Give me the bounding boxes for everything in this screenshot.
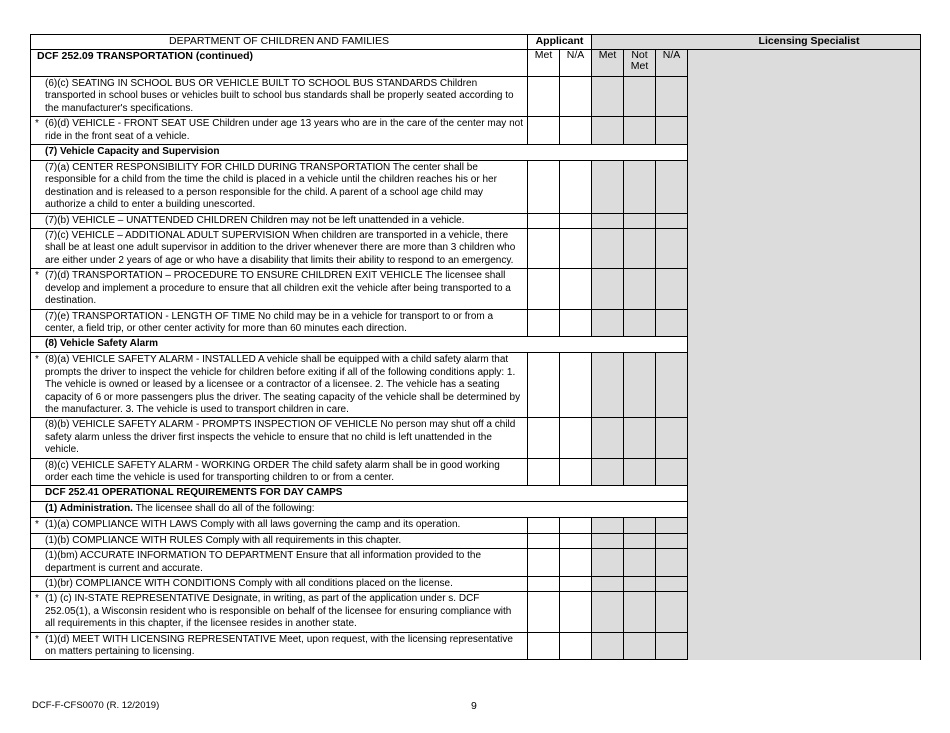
- specialist-not-met-box[interactable]: [624, 117, 656, 145]
- applicant-na-box[interactable]: [560, 418, 592, 458]
- subsection-heading: [31, 337, 688, 353]
- applicant-met-box[interactable]: [528, 549, 560, 577]
- requirement-label: (7)(a) CENTER RESPONSIBILITY FOR CHILD DURING TRANSPORTATION The center shall be responsible for a child from the time the child is placed in a vehicle until the children reaches his or her destination and is released to a person responsible for the child. A parent of a school age child may authorize a child to enter a building unescorted.: [45, 162, 497, 211]
- requirement-text: [31, 117, 528, 145]
- specialist-na-box[interactable]: [656, 77, 688, 117]
- specialist-met-box[interactable]: [592, 213, 624, 228]
- specialist-met-box[interactable]: [592, 77, 624, 117]
- applicant-na-box[interactable]: [560, 161, 592, 214]
- applicant-na-box[interactable]: [560, 117, 592, 145]
- applicant-met-box[interactable]: [528, 117, 560, 145]
- specialist-met-box[interactable]: [592, 632, 624, 660]
- applicant-na-box[interactable]: [560, 77, 592, 117]
- critical-rule-marker: *: [35, 354, 39, 366]
- applicant-met-box[interactable]: [528, 458, 560, 486]
- subsection-heading: [31, 502, 688, 518]
- critical-rule-marker: *: [35, 270, 39, 282]
- requirement-label: (1)(d) MEET WITH LICENSING REPRESENTATIVE Meet, upon request, with the licensing representative on matters pertaining to licensing.: [45, 633, 513, 658]
- requirement-label: (1)(bm) ACCURATE INFORMATION TO DEPARTMENT Ensure that all information provided to the department is current and accurate.: [45, 550, 482, 574]
- critical-rule-marker: *: [35, 633, 39, 645]
- applicant-met-box[interactable]: [528, 229, 560, 269]
- requirement-text: [31, 533, 528, 548]
- specialist-not-met-box[interactable]: [624, 577, 656, 592]
- subsection-text: The licensee shall do all of the following:: [132, 503, 315, 515]
- applicant-na-box[interactable]: [560, 269, 592, 309]
- specialist-not-met-box[interactable]: [624, 458, 656, 486]
- requirement-text: [31, 549, 528, 577]
- requirement-label: (1)(br) COMPLIANCE WITH CONDITIONS Comply with all conditions placed on the license.: [45, 578, 453, 589]
- critical-rule-marker: *: [35, 593, 39, 605]
- applicant-na-box[interactable]: [560, 632, 592, 660]
- specialist-not-met-box[interactable]: [624, 229, 656, 269]
- specialist-na-box[interactable]: [656, 161, 688, 214]
- requirement-label: (1)(b) COMPLIANCE WITH RULES Comply with all requirements in this chapter.: [45, 534, 402, 546]
- applicant-na-box[interactable]: [560, 213, 592, 228]
- specialist-na-box[interactable]: [656, 577, 688, 592]
- specialist-not-met-box[interactable]: [624, 518, 656, 533]
- subsection-heading: [31, 145, 688, 161]
- specialist-met-box[interactable]: [592, 353, 624, 418]
- specialist-na-box[interactable]: [656, 458, 688, 486]
- heading-label: DCF 252.41 OPERATIONAL REQUIREMENTS FOR DAY CAMPS: [45, 487, 343, 499]
- specialist-met-box[interactable]: [592, 418, 624, 458]
- specialist-met-box[interactable]: [592, 458, 624, 486]
- requirement-text: [31, 269, 528, 309]
- specialist-not-met-box[interactable]: [624, 418, 656, 458]
- applicant-met-box[interactable]: [528, 592, 560, 632]
- requirement-text: [31, 353, 528, 418]
- form-page: [30, 34, 920, 660]
- section-heading: [31, 486, 688, 502]
- requirement-label: (8)(a) VEHICLE SAFETY ALARM - INSTALLED A vehicle shall be equipped with a child safety alarm that prompts the driver to inspect the vehicle for children before exiting if all of the following conditions apply: 1. The vehicle is owned or leased by a licensee or a contractor of a licensee. 2. The vehicle has a seating capacity of 6 or more passengers plus the driver. The seating capacity of the vehicle shall be determined by the manufacturer. 3. The vehicle is used to transport children in care.: [45, 354, 521, 415]
- requirement-text: [31, 77, 528, 117]
- specialist-notes-area: [688, 50, 921, 660]
- applicant-met-box[interactable]: [528, 418, 560, 458]
- heading-label: (7) Vehicle Capacity and Supervision: [45, 146, 220, 158]
- applicant-met-box[interactable]: [528, 161, 560, 214]
- specialist-na-box[interactable]: [656, 632, 688, 660]
- requirements-table: [30, 34, 921, 660]
- specialist-met-box[interactable]: [592, 577, 624, 592]
- department-header-row: [31, 35, 921, 50]
- specialist-not-met-box[interactable]: [624, 549, 656, 577]
- applicant-na-box[interactable]: [560, 353, 592, 418]
- applicant-header: Applicant: [528, 35, 592, 50]
- licensing-specialist-label: Licensing Specialist: [758, 35, 860, 47]
- department-name: DEPARTMENT OF CHILDREN AND FAMILIES: [31, 35, 528, 50]
- specialist-na-box[interactable]: [656, 213, 688, 228]
- applicant-na-box[interactable]: [560, 458, 592, 486]
- applicant-na-box[interactable]: [560, 518, 592, 533]
- specialist-na-box[interactable]: [656, 592, 688, 632]
- applicant-na-box[interactable]: [560, 592, 592, 632]
- page-number: 9: [471, 700, 477, 712]
- requirement-text: [31, 229, 528, 269]
- applicant-met-box[interactable]: [528, 213, 560, 228]
- applicant-met-box[interactable]: [528, 533, 560, 548]
- column-applicant-met: Met: [528, 50, 560, 77]
- requirement-label: (7)(d) TRANSPORTATION – PROCEDURE TO ENSURE CHILDREN EXIT VEHICLE The licensee shall develop and implement a procedure to ensure that all children exit the vehicle after being transported to a destination.: [45, 270, 511, 307]
- specialist-met-box[interactable]: [592, 592, 624, 632]
- specialist-not-met-box[interactable]: [624, 533, 656, 548]
- requirement-label: (7)(b) VEHICLE – UNATTENDED CHILDREN Children may not be left unattended in a vehicle.: [45, 214, 465, 226]
- requirement-text: [31, 161, 528, 214]
- column-specialist-na: N/A: [656, 50, 688, 77]
- specialist-met-box[interactable]: [592, 518, 624, 533]
- requirement-text: [31, 577, 528, 592]
- requirement-label: (6)(c) SEATING IN SCHOOL BUS OR VEHICLE BUILT TO SCHOOL BUS STANDARDS Children transported in school buses or vehicles built to school bus standards shall be properly seated according to the manufacturer's specifications.: [45, 78, 514, 114]
- requirement-label: (1)(a) COMPLIANCE WITH LAWS Comply with all laws governing the camp and its operation.: [45, 519, 461, 531]
- applicant-met-box[interactable]: [528, 632, 560, 660]
- specialist-na-box[interactable]: [656, 117, 688, 145]
- specialist-na-box[interactable]: [656, 269, 688, 309]
- requirement-label: (6)(d) VEHICLE - FRONT SEAT USE Children under age 13 years who are in the care of the center may not ride in the front seat of a vehicle.: [45, 118, 523, 142]
- applicant-met-box[interactable]: [528, 309, 560, 337]
- column-specialist-not-met: Not Met: [624, 50, 656, 77]
- applicant-met-box[interactable]: [528, 518, 560, 533]
- critical-rule-marker: *: [35, 118, 39, 130]
- specialist-not-met-box[interactable]: [624, 309, 656, 337]
- specialist-met-box[interactable]: [592, 117, 624, 145]
- column-header-row: [31, 50, 921, 77]
- specialist-not-met-box[interactable]: [624, 77, 656, 117]
- form-code: DCF-F-CFS0070 (R. 12/2019): [32, 700, 160, 711]
- requirement-label: (8)(c) VEHICLE SAFETY ALARM - WORKING ORDER The child safety alarm shall be in good working order each time the vehicle is used for transporting children to or from a center.: [45, 459, 500, 483]
- applicant-na-box[interactable]: [560, 309, 592, 337]
- requirement-text: [31, 632, 528, 660]
- specialist-na-box[interactable]: [656, 533, 688, 548]
- critical-rule-marker: *: [35, 519, 39, 531]
- requirement-text: [31, 213, 528, 228]
- requirement-text: [31, 458, 528, 486]
- specialist-met-box[interactable]: [592, 309, 624, 337]
- applicant-met-box[interactable]: [528, 353, 560, 418]
- column-applicant-na: N/A: [560, 50, 592, 77]
- requirement-label: (7)(c) VEHICLE – ADDITIONAL ADULT SUPERVISION When children are transported in a vehicle, there shall be at least one adult supervisor in addition to the driver whenever there are more than 3 children who are either under 2 years of age or who have a disability that limits their ability to respond to an emergency.: [45, 230, 516, 266]
- heading-label: (8) Vehicle Safety Alarm: [45, 338, 159, 350]
- specialist-na-box[interactable]: [656, 353, 688, 418]
- specialist-not-met-box[interactable]: [624, 213, 656, 228]
- specialist-not-met-box[interactable]: [624, 161, 656, 214]
- column-specialist-met: Met: [592, 50, 624, 77]
- applicant-met-box[interactable]: [528, 577, 560, 592]
- applicant-na-box[interactable]: [560, 229, 592, 269]
- applicant-met-box[interactable]: [528, 269, 560, 309]
- requirement-text: [31, 518, 528, 533]
- specialist-met-box[interactable]: [592, 229, 624, 269]
- requirement-text: [31, 309, 528, 337]
- requirement-label: (8)(b) VEHICLE SAFETY ALARM - PROMPTS INSPECTION OF VEHICLE No person may shut off a child safety alarm unless the driver first inspects the vehicle to ensure that no child is left unattended in the vehicle.: [45, 419, 516, 456]
- specialist-na-box[interactable]: [656, 418, 688, 458]
- applicant-met-box[interactable]: [528, 77, 560, 117]
- page-footer: [30, 700, 920, 716]
- specialist-not-met-box[interactable]: [624, 592, 656, 632]
- applicant-na-box[interactable]: [560, 533, 592, 548]
- specialist-not-met-box[interactable]: [624, 632, 656, 660]
- specialist-na-box[interactable]: [656, 229, 688, 269]
- applicant-na-box[interactable]: [560, 549, 592, 577]
- specialist-not-met-box[interactable]: [624, 269, 656, 309]
- requirement-text: [31, 592, 528, 632]
- specialist-met-box[interactable]: [592, 269, 624, 309]
- subsection-lead: (1) Administration.: [45, 503, 133, 515]
- specialist-met-box[interactable]: [592, 533, 624, 548]
- specialist-met-box[interactable]: [592, 549, 624, 577]
- requirement-label: (1) (c) IN-STATE REPRESENTATIVE Designate, in writing, as part of the application under s. DCF 252.05(1), a Wisconsin resident who is responsible on behalf of the licensee for ensuring compliance with all requirements in this chapter, if the licensee resides in another state.: [45, 593, 512, 630]
- section-title: DCF 252.09 TRANSPORTATION (continued): [31, 50, 528, 77]
- specialist-na-box[interactable]: [656, 518, 688, 533]
- specialist-met-box[interactable]: [592, 161, 624, 214]
- specialist-na-box[interactable]: [656, 549, 688, 577]
- specialist-not-met-box[interactable]: [624, 353, 656, 418]
- specialist-na-box[interactable]: [656, 309, 688, 337]
- applicant-na-box[interactable]: [560, 577, 592, 592]
- requirement-text: [31, 418, 528, 458]
- requirement-label: (7)(e) TRANSPORTATION - LENGTH OF TIME No child may be in a vehicle for transport to or from a center, a field trip, or other center activity for more than 60 minutes each direction.: [45, 310, 494, 334]
- licensing-specialist-header: [592, 35, 921, 50]
